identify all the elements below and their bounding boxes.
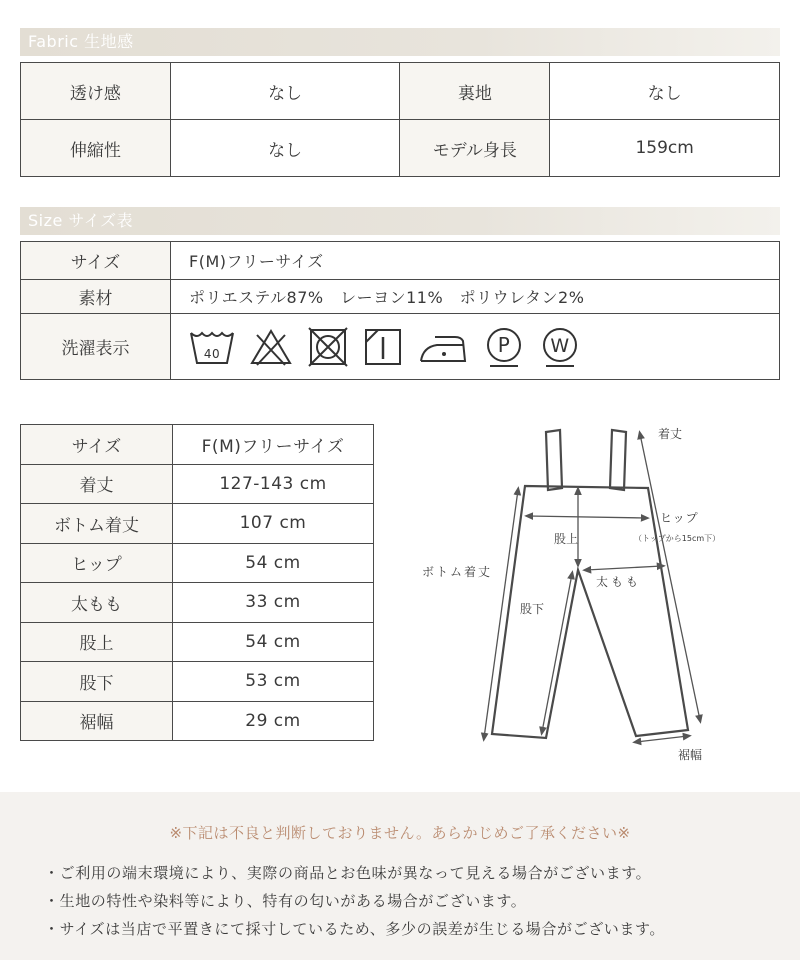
size-info-table: [20, 241, 780, 380]
transparency-label: 透け感: [21, 63, 171, 120]
fabric-section-title: Fabric 生地感: [20, 28, 780, 56]
garment-diagram: [400, 420, 800, 775]
rise-label: 股上: [554, 532, 579, 546]
note-item: ・ご利用の端末環境により、実際の商品とお色味が異なって見える場合がございます。: [44, 864, 652, 882]
measure-value: 54 cm: [173, 543, 374, 583]
notes-title: ※下記は不良と判断しておりません。あらかじめご了承ください※: [169, 824, 631, 842]
no-tumble-dry-icon: [307, 327, 349, 367]
notes-panel: [0, 792, 800, 960]
lining-value: なし: [550, 63, 780, 120]
size-section-title: Size サイズ表: [20, 207, 780, 235]
care-label: 洗濯表示: [21, 314, 171, 380]
measure-label: 着丈: [21, 464, 173, 504]
measure-value: 29 cm: [173, 701, 374, 741]
model-height-label: モデル身長: [400, 120, 550, 177]
size-measurement-table: [20, 424, 374, 741]
measure-label: 股上: [21, 622, 173, 662]
table-row: [21, 622, 374, 662]
table-row: [21, 120, 780, 177]
iron-low-icon: [417, 327, 469, 367]
measure-label: 股下: [21, 662, 173, 702]
transparency-value: なし: [170, 63, 400, 120]
stretch-value: なし: [170, 120, 400, 177]
table-row: [21, 314, 780, 380]
table-row: [21, 583, 374, 623]
size-header-label: サイズ: [21, 425, 173, 465]
right-strap: [610, 430, 626, 490]
length-label: 着丈: [658, 427, 683, 441]
dry-clean-p-icon: [483, 326, 525, 368]
size-value: F(M)フリーサイズ: [171, 242, 780, 280]
table-row: [21, 464, 374, 504]
table-row: [21, 242, 780, 280]
measure-label: 太もも: [21, 583, 173, 623]
measure-value: 107 cm: [173, 504, 374, 544]
left-strap: [546, 430, 562, 490]
measure-value: 54 cm: [173, 622, 374, 662]
model-height-value: 159cm: [550, 120, 780, 177]
table-row: [21, 701, 374, 741]
hip-note: （トップから15cm下）: [634, 534, 721, 543]
table-row: [21, 425, 374, 465]
table-row: [21, 662, 374, 702]
care-icons: [171, 314, 780, 380]
bottom-length-label: ボトム着丈: [422, 565, 493, 579]
measure-label: ヒップ: [21, 543, 173, 583]
table-row: [21, 543, 374, 583]
measure-label: 裾幅: [21, 701, 173, 741]
fabric-table: [20, 62, 780, 177]
material-value: ポリエステル87% レーヨン11% ポリウレタン2%: [171, 280, 780, 314]
wet-clean-letter: W: [550, 334, 570, 357]
note-item: ・サイズは当店で平置きにて採寸しているため、多少の誤差が生じる場合がございます。: [44, 920, 666, 938]
size-label: サイズ: [21, 242, 171, 280]
measure-value: 53 cm: [173, 662, 374, 702]
measure-value: 127-143 cm: [173, 464, 374, 504]
dry-clean-letter: P: [497, 332, 511, 357]
hem-label: 裾幅: [678, 748, 703, 762]
line-dry-shade-icon: [363, 327, 403, 367]
wash-temp: 40: [203, 346, 221, 361]
measure-value: 33 cm: [173, 583, 374, 623]
thigh-label: 太もも: [596, 575, 642, 589]
size-header-value: F(M)フリーサイズ: [173, 425, 374, 465]
table-row: [21, 280, 780, 314]
table-row: [21, 504, 374, 544]
wet-clean-w-icon: [539, 326, 581, 368]
inseam-label: 股下: [520, 602, 545, 616]
note-item: ・生地の特性や染料等により、特有の匂いがある場合がございます。: [44, 892, 527, 910]
table-row: [21, 63, 780, 120]
material-label: 素材: [21, 280, 171, 314]
hip-label: ヒップ: [660, 511, 699, 525]
measure-label: ボトム着丈: [21, 504, 173, 544]
stretch-label: 伸縮性: [21, 120, 171, 177]
no-bleach-icon: [249, 327, 293, 367]
wash-40-icon: [189, 327, 235, 367]
lining-label: 裏地: [400, 63, 550, 120]
